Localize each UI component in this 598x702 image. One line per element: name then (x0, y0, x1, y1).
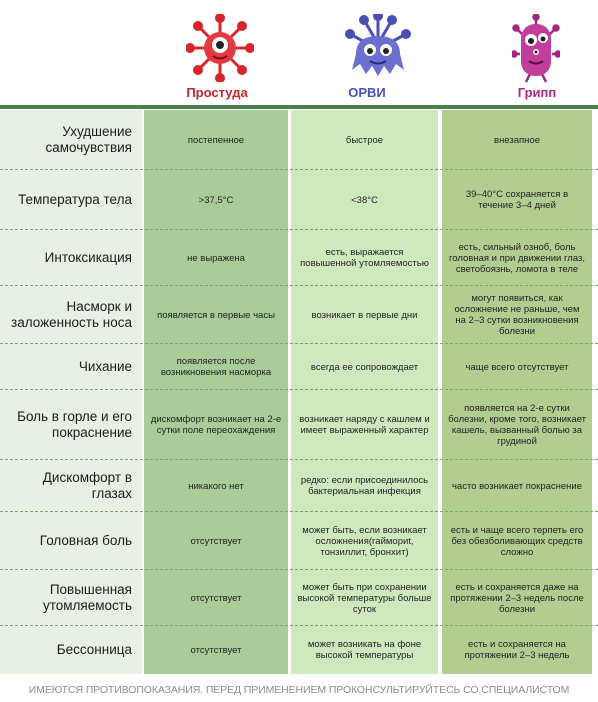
table-row (0, 344, 598, 390)
flu-cell: есть и сохраняется на протяжении 2–3 недель (464, 639, 570, 661)
column-title-orvi: ОРВИ (348, 85, 386, 100)
header-divider (0, 105, 598, 109)
orvi-cell: возникает наряду с кашлем и имеет выраженный характер (299, 414, 430, 436)
cold-cell: появляется после возникновения насморка (160, 356, 272, 378)
flu-cell: чаще всего отсутствует (465, 361, 569, 373)
orvi-cell: редко: если присоединилось бактериальная инфекция (300, 475, 429, 497)
flu-cell: могут появиться, как осложнение не раньше, чем на 2–3 сутки возникновения болезни (454, 293, 580, 337)
red-virus-icon (186, 14, 254, 82)
orvi-cell: может быть, если возникает осложнения(гаймориt, тонзиллит, бронхит) (302, 524, 427, 558)
flu-cell: есть и чаще всего терпеть его без обезболивающих средств сложно (450, 524, 584, 558)
orvi-cell: всегда ее сопровождает (310, 361, 419, 373)
column-title-flu: Грипп (517, 85, 557, 100)
flu-cell: есть и сохраняется даже на протяжении 2–3 недель после болезни (450, 581, 584, 615)
cold-cell: постепенное (187, 134, 245, 146)
table-row (0, 390, 598, 460)
disclaimer-footer: ИМЕЮТСЯ ПРОТИВОПОКАЗАНИЯ. ПЕРЕД ПРИМЕНЕНИЕМ ПРОКОНСУЛЬТИРУЙТЕСЬ СО СПЕЦИАЛИСТОМ (28, 684, 570, 696)
orvi-cell: возникает в первые дни (311, 309, 418, 321)
flu-cell: внезапное (494, 134, 540, 146)
column-title-cold: Простуда (186, 85, 248, 100)
cold-cell: появляется в первые часы (157, 309, 275, 321)
cold-cell: отсутствует (190, 644, 242, 656)
table-row (0, 230, 598, 286)
cold-cell: отсутствует (190, 592, 242, 604)
table-row (0, 460, 598, 512)
table-row (0, 626, 598, 674)
flu-cell: есть, сильный озноб, боль головная и при движении глаз, светобоязнь, ломота в теле (449, 241, 585, 275)
table-row (0, 286, 598, 344)
cold-cell: никакого нет (188, 480, 244, 492)
flu-cell: часто возникает покраснение (451, 480, 583, 492)
pink-virus-icon (512, 14, 560, 84)
orvi-cell: <38°С (351, 194, 378, 206)
purple-virus-icon (342, 14, 414, 80)
cold-cell: отсутствует (190, 535, 242, 547)
row-label: Интоксикация (44, 250, 132, 265)
row-label: Дискомфорт в глазах (42, 470, 132, 501)
flu-cell: 39–40°С сохраняется в течение 3–4 дней (465, 189, 569, 211)
row-label: Насморк и заложенность носа (11, 299, 132, 330)
table-header (0, 0, 598, 108)
table-row (0, 170, 598, 230)
orvi-cell: может быть при сохранении высокой температуры больше суток (297, 581, 432, 615)
flu-cell: появляется на 2-е сутки болезни, кроме того, возникает кашель, вызванный болью за грудиной (448, 403, 586, 447)
row-label: Головная боль (39, 533, 132, 548)
table-row (0, 110, 598, 170)
cold-cell: не выражена (187, 252, 245, 264)
cold-cell: дискомфорт возникает на 2-е сутки поле переохаждения (150, 414, 282, 436)
table-row (0, 570, 598, 626)
comparison-table (0, 110, 598, 674)
orvi-cell: может возникать на фоне высокой температуры (307, 639, 422, 661)
row-label: Боль в горле и его покраснение (17, 409, 132, 440)
table-row (0, 512, 598, 570)
row-label: Температура тела (18, 192, 132, 207)
row-label: Повышенная утомляемость (42, 582, 132, 613)
row-label: Чихание (78, 359, 132, 374)
row-label: Бессонница (56, 642, 132, 657)
cold-cell: >37,5°С (198, 194, 234, 206)
row-label: Ухудшение самочувствия (45, 124, 132, 155)
orvi-cell: есть, выражается повышенной утомляемостью (300, 247, 429, 269)
orvi-cell: быстрое (345, 134, 384, 146)
